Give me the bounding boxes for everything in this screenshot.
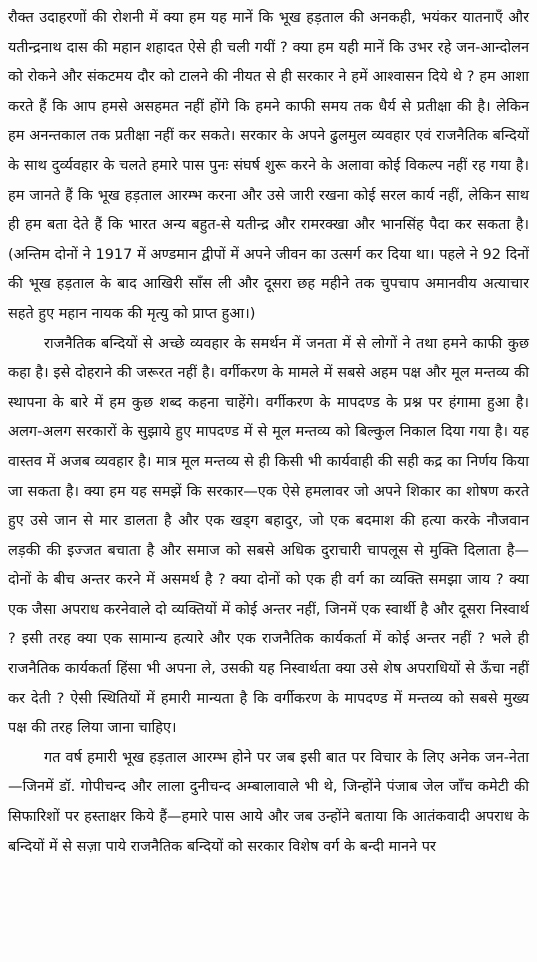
paragraph-1: रौक्त उदाहरणों की रोशनी में क्या हम यह मानें कि भूख हड़ताल की अनकही, भयंकर यातनाएँ और यतीन्द्रनाथ दास की महान शहादत ऐसे ही चली गयीं ? क्या हम यही मानें कि उभर रहे जन-आन्दोलन को रोकने और संकटमय दौर को टालने की नीयत से ही सरकार ने हमें आश्वासन दिये थे ? हम आशा करते हैं कि आप हमसे असहमत नहीं होंगे कि हमने काफी समय तक धैर्य से प्रतीक्षा की है। लेकिन हम अनन्तकाल तक प्रतीक्षा नहीं कर सकते। सरकार के अपने ढुलमुल व्यवहार एवं राजनैतिक बन्दियों के साथ दुर्व्यवहार के चलते हमारे पास पुनः संघर्ष शुरू करने के अलावा कोई विकल्प नहीं रह गया है। हम जानते हैं कि भूख हड़ताल आरम्भ करना और उसे जारी रखना कोई सरल कार्य नहीं, लेकिन साथ ही हम बता देते हैं कि भारत अन्य बहुत-से यतीन्द्र और रामरक्खा और भानसिंह पैदा कर सकता है। (अन्तिम दोनों ने 1917 में अण्डमान द्वीपों में अपने जीवन का उत्सर्ग कर दिया था। पहले ने 92 दिनों की भूख हड़ताल के बाद आखिरी साँस ली और दूसरा छह महीने तक चुपचाप अमानवीय अत्याचार सहते हुए महान नायक की मृत्यु को प्राप्त हुआ।) <box>8 10 529 322</box>
paragraph-3: गत वर्ष हमारी भूख हड़ताल आरम्भ होने पर जब इसी बात पर विचार के लिए अनेक जन-नेता—जिनमें डॉ. गोपीचन्द और लाला दुनीचन्द अम्बालावाले भी थे, जिन्होंने पंजाब जेल जाँच कमेटी की सिफारिशों पर हस्ताक्षर किये हैं—हमारे पास आये और जब उन्होंने बताया कि आतंकवादी अपराध के बन्दियों में से सज़ा पाये राजनैतिक बन्दियों को सरकार विशेष वर्ग के बन्दी मानने पर <box>8 749 529 855</box>
paragraph-2: राजनैतिक बन्दियों से अच्छे व्यवहार के समर्थन में जनता में से लोगों ने तथा हमने काफी कुछ कहा है। इसे दोहराने की जरूरत नहीं है। वर्गीकरण के मामले में सबसे अहम पक्ष और मूल मन्तव्य की स्थापना के बारे में हम कुछ शब्द कहना चाहेंगे। वर्गीकरण के मापदण्ड के प्रश्न पर हंगामा हुआ है। अलग-अलग सरकारों के सुझाये हुए मापदण्ड में से मूल मन्तव्य को बिल्कुल निकाल दिया गया है। यह वास्तव में अजब व्यवहार है। मात्र मूल मन्तव्य से ही किसी भी कार्यवाही की सही कद्र का निर्णय किया जा सकता है। क्या हम यह समझें कि सरकार—एक ऐसे हमलावर जो अपने शिकार का शोषण करते हुए उसे जान से मार डालता है और एक खड्ग बहादुर, जो एक बदमाश की हत्या करके नौजवान लड़की की इज्जत बचाता है और समाज को सबसे अधिक दुराचारी चापलूस से मुक्ति दिलाता है—दोनों के बीच अन्तर करने में असमर्थ है ? क्या दोनों को एक ही वर्ग का व्यक्ति समझा जाय ? क्या एक जैसा अपराध करनेवाले दो व्यक्तियों में कोई अन्तर नहीं, जिनमें एक स्वार्थी है और दूसरा निस्वार्थ ? इसी तरह क्या एक सामान्य हत्यारे और एक राजनैतिक कार्यकर्ता में कोई अन्तर नहीं ? भले ही राजनैतिक कार्यकर्ता हिंसा भी अपना ले, उसकी यह निस्वार्थता क्या उसे शेष अपराधियों से ऊँचा नहीं कर देती ? ऐसी स्थितियों में हमारी मान्यता है कि वर्गीकरण के मापदण्ड में मन्तव्य को सबसे मुख्य पक्ष की तरह लिया जाना चाहिए। <box>8 335 529 737</box>
